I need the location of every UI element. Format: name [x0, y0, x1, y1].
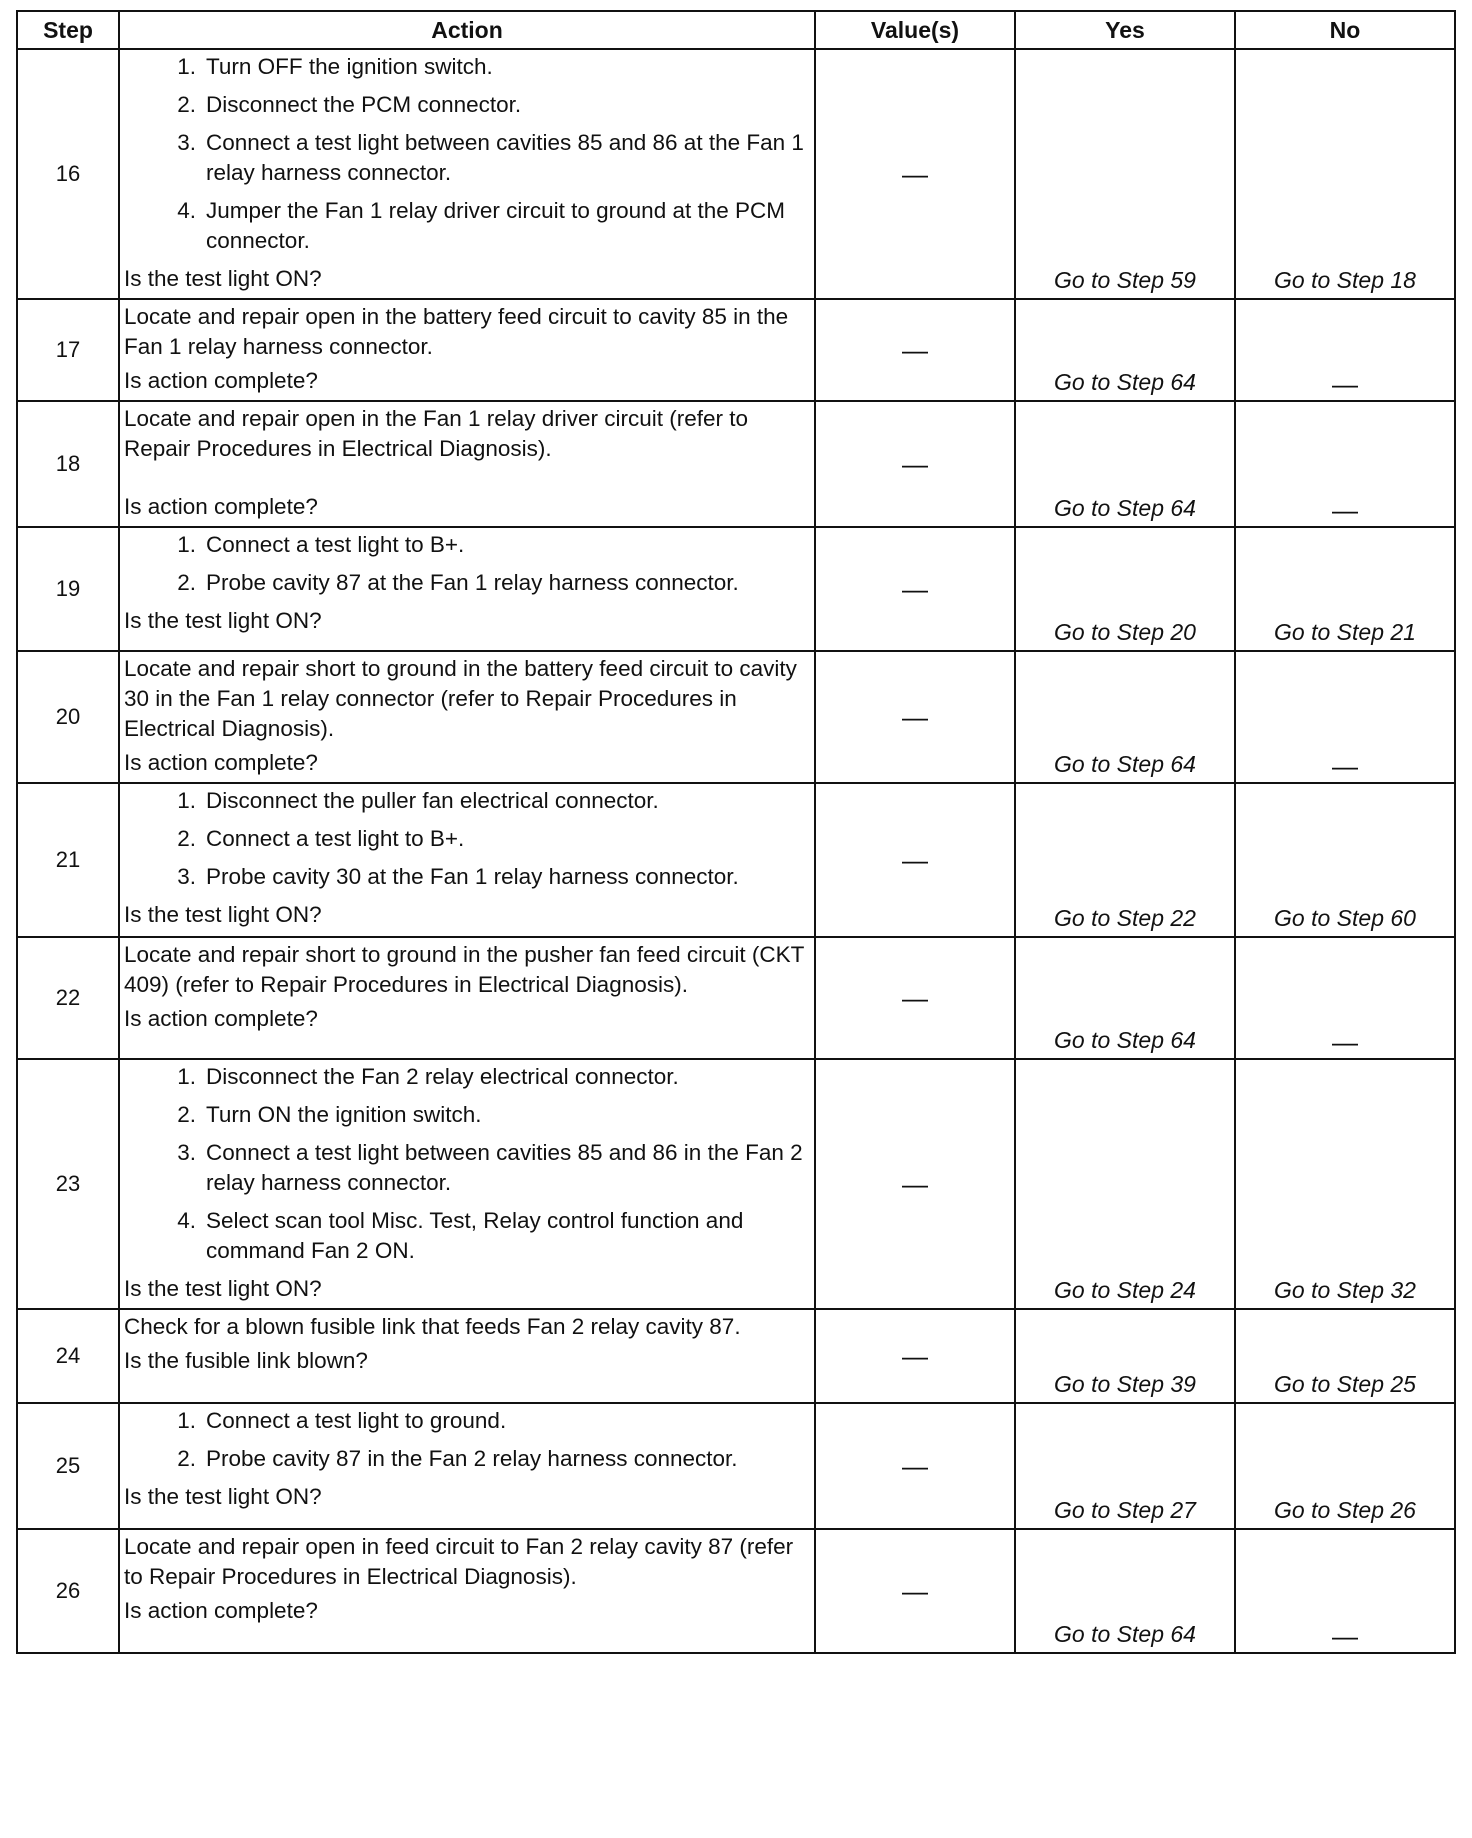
action-step-text: Connect a test light to B+. — [206, 532, 465, 557]
action-step-text: Connect a test light to B+. — [206, 826, 465, 851]
action-text: Locate and repair open in feed circuit to Fan 2 relay cavity 87 (refer to Repair Procedures in Electrical Diagnosis). — [124, 1534, 794, 1589]
table-header-row — [17, 11, 1455, 49]
step-number: 25 — [17, 1403, 119, 1529]
action-step-item: 2. Turn ON the ignition switch. — [124, 1100, 808, 1130]
step-number: 21 — [17, 783, 119, 937]
yes-goto: Go to Step 64 — [1015, 401, 1235, 527]
table-row — [17, 651, 1455, 783]
action-step-text: Connect a test light to ground. — [206, 1408, 507, 1433]
action-question: Is the test light ON? — [124, 1276, 322, 1301]
action-step-text: Select scan tool Misc. Test, Relay control function and command Fan 2 ON. — [206, 1208, 744, 1263]
action-question: Is the test light ON? — [124, 1484, 322, 1509]
table-row — [17, 1529, 1455, 1653]
no-goto: Go to Step 60 — [1235, 783, 1455, 937]
action-step-item: 1. Disconnect the puller fan electrical connector. — [124, 786, 808, 816]
no-goto: Go to Step 32 — [1235, 1059, 1455, 1309]
action-question: Is action complete? — [124, 368, 318, 393]
action-step-item: 3. Connect a test light between cavities 85 and 86 in the Fan 2 relay harness connector. — [124, 1138, 808, 1198]
header-yes: Yes — [1015, 11, 1235, 49]
action-question: Is the test light ON? — [124, 266, 322, 291]
action-step-item: 1. Disconnect the Fan 2 relay electrical connector. — [124, 1062, 808, 1092]
action-steps-list — [124, 1062, 808, 1266]
value-cell: — — [815, 527, 1015, 651]
action-steps-list — [124, 786, 808, 892]
action-text: Locate and repair short to ground in the battery feed circuit to cavity 30 in the Fan 1 relay connector (refer to Repair Procedures in Electrical Diagnosis). — [124, 656, 797, 741]
step-number: 24 — [17, 1309, 119, 1403]
step-number: 19 — [17, 527, 119, 651]
step-number: 20 — [17, 651, 119, 783]
table-row — [17, 299, 1455, 401]
no-goto: Go to Step 25 — [1235, 1309, 1455, 1403]
action-cell — [119, 1529, 815, 1653]
yes-goto: Go to Step 22 — [1015, 783, 1235, 937]
action-step-text: Probe cavity 87 at the Fan 1 relay harness connector. — [206, 570, 739, 595]
table-row — [17, 1059, 1455, 1309]
yes-goto: Go to Step 64 — [1015, 299, 1235, 401]
action-step-text: Turn ON the ignition switch. — [206, 1102, 482, 1127]
action-step-text: Probe cavity 30 at the Fan 1 relay harness connector. — [206, 864, 739, 889]
action-step-text: Disconnect the puller fan electrical connector. — [206, 788, 659, 813]
table-row — [17, 937, 1455, 1059]
action-step-item: 1. Connect a test light to B+. — [124, 530, 808, 560]
action-steps-list — [124, 1406, 808, 1474]
action-step-text: Probe cavity 87 in the Fan 2 relay harness connector. — [206, 1446, 738, 1471]
step-number: 18 — [17, 401, 119, 527]
header-no: No — [1235, 11, 1455, 49]
table-row — [17, 1403, 1455, 1529]
action-step-item: 4. Jumper the Fan 1 relay driver circuit to ground at the PCM connector. — [124, 196, 808, 256]
table-row — [17, 527, 1455, 651]
action-step-text: Connect a test light between cavities 85 and 86 in the Fan 2 relay harness connector. — [206, 1140, 803, 1195]
yes-goto: Go to Step 64 — [1015, 937, 1235, 1059]
action-question: Is action complete? — [124, 1598, 318, 1623]
action-text: Locate and repair open in the Fan 1 relay driver circuit (refer to Repair Procedures in Electrical Diagnosis). — [124, 406, 749, 461]
action-step-text: Disconnect the PCM connector. — [206, 92, 522, 117]
action-step-item: 3. Probe cavity 30 at the Fan 1 relay harness connector. — [124, 862, 808, 892]
diagnostic-table — [16, 10, 1456, 1654]
yes-goto: Go to Step 39 — [1015, 1309, 1235, 1403]
action-step-item: 1. Connect a test light to ground. — [124, 1406, 808, 1436]
action-cell — [119, 1403, 815, 1529]
table-row — [17, 783, 1455, 937]
value-cell: — — [815, 299, 1015, 401]
no-goto: — — [1235, 651, 1455, 783]
value-cell: — — [815, 1529, 1015, 1653]
value-cell: — — [815, 783, 1015, 937]
yes-goto: Go to Step 59 — [1015, 49, 1235, 299]
action-cell — [119, 783, 815, 937]
no-goto: Go to Step 21 — [1235, 527, 1455, 651]
action-step-item: 2. Probe cavity 87 at the Fan 1 relay harness connector. — [124, 568, 808, 598]
no-goto: Go to Step 26 — [1235, 1403, 1455, 1529]
step-number: 23 — [17, 1059, 119, 1309]
yes-goto: Go to Step 64 — [1015, 1529, 1235, 1653]
action-step-item: 1. Turn OFF the ignition switch. — [124, 52, 808, 82]
action-question: Is action complete? — [124, 494, 318, 519]
value-cell: — — [815, 1059, 1015, 1309]
action-text: Locate and repair short to ground in the pusher fan feed circuit (CKT 409) (refer to Repair Procedures in Electrical Diagnosis). — [124, 942, 804, 997]
no-goto: — — [1235, 299, 1455, 401]
no-goto: Go to Step 18 — [1235, 49, 1455, 299]
header-step: Step — [17, 11, 119, 49]
value-cell: — — [815, 49, 1015, 299]
action-question: Is the test light ON? — [124, 902, 322, 927]
action-step-item: 4. Select scan tool Misc. Test, Relay control function and command Fan 2 ON. — [124, 1206, 808, 1266]
action-cell — [119, 527, 815, 651]
action-text: Locate and repair open in the battery feed circuit to cavity 85 in the Fan 1 relay harness connector. — [124, 304, 789, 359]
value-cell: — — [815, 651, 1015, 783]
yes-goto: Go to Step 27 — [1015, 1403, 1235, 1529]
step-number: 22 — [17, 937, 119, 1059]
action-cell — [119, 49, 815, 299]
value-cell: — — [815, 937, 1015, 1059]
action-step-item: 3. Connect a test light between cavities 85 and 86 at the Fan 1 relay harness connector. — [124, 128, 808, 188]
action-cell — [119, 401, 815, 527]
step-number: 17 — [17, 299, 119, 401]
action-question: Is the fusible link blown? — [124, 1348, 368, 1373]
step-number: 16 — [17, 49, 119, 299]
action-question: Is action complete? — [124, 1006, 318, 1031]
table-row — [17, 401, 1455, 527]
value-cell: — — [815, 1309, 1015, 1403]
header-action: Action — [119, 11, 815, 49]
action-text: Check for a blown fusible link that feeds Fan 2 relay cavity 87. — [124, 1314, 741, 1339]
action-steps-list — [124, 52, 808, 256]
value-cell: — — [815, 1403, 1015, 1529]
action-question: Is action complete? — [124, 750, 318, 775]
action-cell — [119, 651, 815, 783]
action-steps-list — [124, 530, 808, 598]
action-cell — [119, 937, 815, 1059]
action-step-text: Disconnect the Fan 2 relay electrical connector. — [206, 1064, 679, 1089]
table-row — [17, 1309, 1455, 1403]
action-step-text: Turn OFF the ignition switch. — [206, 54, 493, 79]
action-step-text: Jumper the Fan 1 relay driver circuit to ground at the PCM connector. — [206, 198, 786, 253]
no-goto: — — [1235, 937, 1455, 1059]
action-step-item: 2. Disconnect the PCM connector. — [124, 90, 808, 120]
value-cell: — — [815, 401, 1015, 527]
action-question: Is the test light ON? — [124, 608, 322, 633]
action-cell — [119, 299, 815, 401]
action-step-item: 2. Probe cavity 87 in the Fan 2 relay harness connector. — [124, 1444, 808, 1474]
yes-goto: Go to Step 24 — [1015, 1059, 1235, 1309]
action-cell — [119, 1059, 815, 1309]
header-value: Value(s) — [815, 11, 1015, 49]
yes-goto: Go to Step 20 — [1015, 527, 1235, 651]
yes-goto: Go to Step 64 — [1015, 651, 1235, 783]
action-step-text: Connect a test light between cavities 85 and 86 at the Fan 1 relay harness connector. — [206, 130, 804, 185]
no-goto: — — [1235, 401, 1455, 527]
table-body — [17, 49, 1455, 1653]
action-cell — [119, 1309, 815, 1403]
table-row — [17, 49, 1455, 299]
no-goto: — — [1235, 1529, 1455, 1653]
action-step-item: 2. Connect a test light to B+. — [124, 824, 808, 854]
step-number: 26 — [17, 1529, 119, 1653]
